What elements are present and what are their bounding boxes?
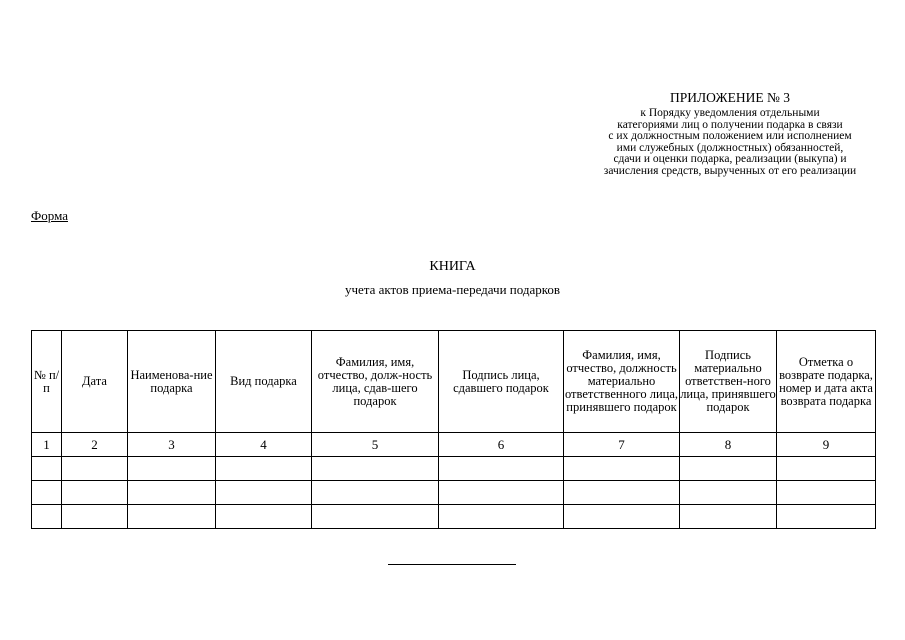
table-cell [439,457,564,481]
register-table [31,330,876,529]
header-cell-return-mark: Отметка о возврате подарка, номер и дата акта возврата подарка [777,331,876,433]
appendix-line: к Порядку уведомления отдельными [640,107,820,119]
header-cell-gift-type: Вид подарка [216,331,312,433]
table-cell [32,481,62,505]
table-cell [312,481,439,505]
table-row [32,505,876,529]
column-number-row [32,433,876,457]
table-cell [680,505,777,529]
table-row [32,481,876,505]
table-row [32,457,876,481]
column-number-cell: 8 [680,433,777,457]
appendix-line: ими служебных (должностных) обязанностей, [616,141,844,154]
table-cell [62,481,128,505]
column-number-cell: 2 [62,433,128,457]
appendix-line: зачисления средств, вырученных от его реализации [603,164,857,177]
table-cell [564,505,680,529]
appendix-line: категориями лиц о получении подарка в связи [617,118,843,131]
column-number-cell: 9 [777,433,876,457]
column-number-cell: 6 [439,433,564,457]
table-cell [777,481,876,505]
header-cell-receiver-name: Фамилия, имя, отчество, должность материально ответственного лица, принявшего подарок [564,331,680,433]
header-cell-gift-name: Наименова-ние подарка [128,331,216,433]
header-row [32,331,876,433]
header-cell-giver-signature: Подпись лица, сдавшего подарок [439,331,564,433]
column-number-cell: 3 [128,433,216,457]
table-cell [680,457,777,481]
table-cell [312,457,439,481]
table-cell [216,481,312,505]
table-cell [128,505,216,529]
form-label: Форма [31,208,68,223]
table-cell [439,505,564,529]
header-cell-giver-name: Фамилия, имя, отчество, долж-ность лица, сдав-шего подарок [312,331,439,433]
table-cell [777,457,876,481]
appendix-title: ПРИЛОЖЕНИЕ № 3 [669,90,791,105]
appendix-line: с их должностным положением или исполнением [608,130,852,142]
header-cell-number: № п/п [32,331,62,433]
table-cell [439,481,564,505]
book-subtitle: учета актов приема-передачи подарков [344,282,561,297]
header-cell-date: Дата [62,331,128,433]
table-cell [128,457,216,481]
appendix-line: сдачи и оценки подарка, реализации (выкупа) и [613,153,847,165]
table-cell [62,457,128,481]
column-number-cell: 1 [32,433,62,457]
book-title: КНИГА [429,259,476,274]
column-number-cell: 5 [312,433,439,457]
table-cell [32,457,62,481]
appendix-block [560,90,900,177]
table-cell [128,481,216,505]
table-cell [564,457,680,481]
table-cell [62,505,128,529]
table-cell [564,481,680,505]
table-cell [32,505,62,529]
signature-line [388,564,516,565]
table-cell [312,505,439,529]
header-cell-receiver-signature: Подпись материально ответствен-ного лица, принявшего подарок [680,331,777,433]
table-cell [216,505,312,529]
table-cell [216,457,312,481]
table-cell [777,505,876,529]
table-cell [680,481,777,505]
column-number-cell: 7 [564,433,680,457]
column-number-cell: 4 [216,433,312,457]
